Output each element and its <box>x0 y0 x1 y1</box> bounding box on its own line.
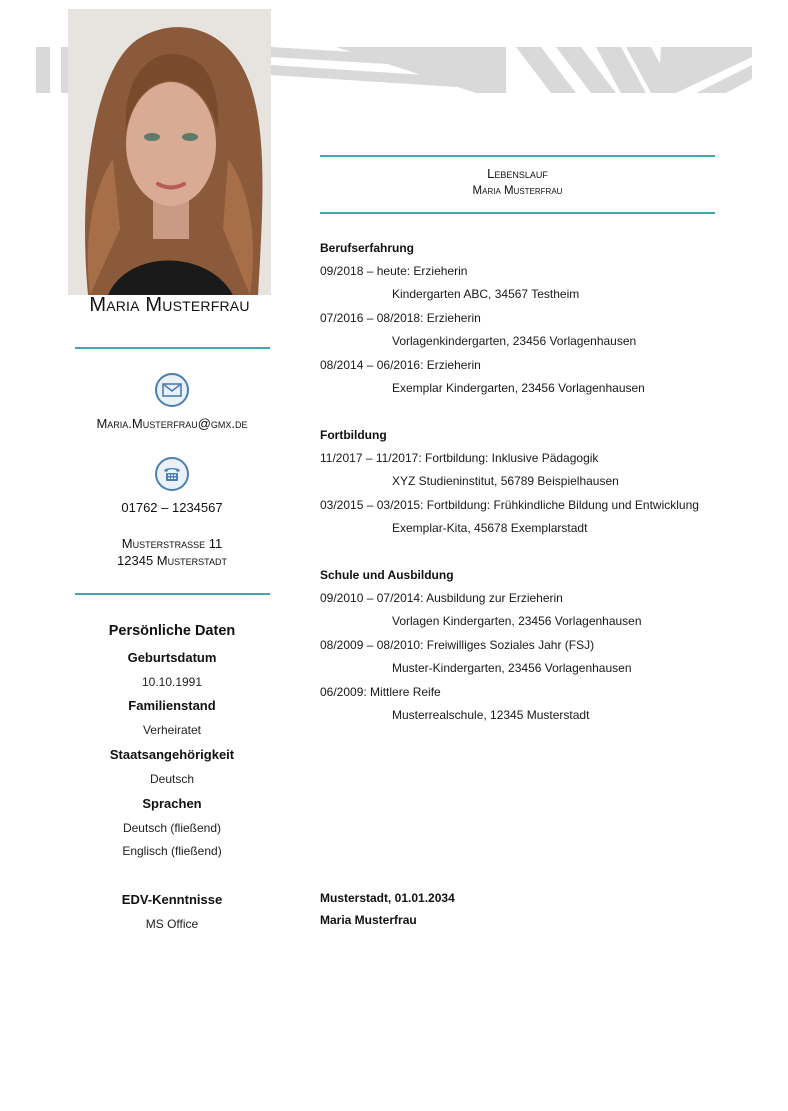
entry-line: 06/2009: Mittlere Reife <box>320 685 441 699</box>
field-label: Familienstand <box>128 698 216 713</box>
document-title-block <box>320 166 715 197</box>
section-heading: Berufserfahrung <box>320 241 415 255</box>
document-title: Lebenslauf <box>487 166 548 181</box>
entry-sub: Exemplar Kindergarten, 23456 Vorlagenhausen <box>392 381 645 395</box>
entry-line: 03/2015 – 03/2015: Fortbildung: Frühkindliche Bildung und Entwicklung <box>320 498 699 512</box>
document-subtitle: Maria Musterfrau <box>472 185 563 197</box>
entry-sub: XYZ Studieninstitut, 56789 Beispielhausen <box>392 474 619 488</box>
field-label: Staatsangehörigkeit <box>109 747 235 762</box>
field-label: Geburtsdatum <box>127 650 217 665</box>
signature-name: Maria Musterfrau <box>320 913 417 927</box>
header-rule-top <box>320 155 715 157</box>
phone-text: 01762 – 1234567 <box>121 500 223 515</box>
entry-sub: Kindergarten ABC, 34567 Testheim <box>392 287 580 301</box>
section-heading: Schule und Ausbildung <box>320 568 454 582</box>
address-street: Musterstrasse 11 <box>121 536 223 551</box>
it-skills-value: MS Office <box>145 917 199 931</box>
personal-data-heading: Persönliche Daten <box>108 623 236 639</box>
telephone-icon <box>155 457 189 491</box>
entry-sub: Vorlagenkindergarten, 23456 Vorlagenhausen <box>392 334 637 348</box>
sidebar-divider <box>75 593 270 595</box>
entry-sub: Muster-Kindergarten, 23456 Vorlagenhausen <box>392 661 632 675</box>
entry-line: 07/2016 – 08/2018: Erzieherin <box>320 311 481 325</box>
entry-line: 08/2009 – 08/2010: Freiwilliges Soziales Jahr (FSJ) <box>320 638 595 652</box>
entry-sub: Exemplar-Kita, 45678 Exemplarstadt <box>392 521 588 535</box>
envelope-icon <box>155 373 189 407</box>
field-value: 10.10.1991 <box>141 675 203 689</box>
field-value: Deutsch <box>149 772 195 786</box>
address-city: 12345 Musterstadt <box>117 553 227 568</box>
profile-photo <box>68 9 271 295</box>
signature-place-date: Musterstadt, 01.01.2034 <box>320 891 455 905</box>
sidebar-name: Maria Musterfrau <box>89 294 250 316</box>
field-value: Deutsch (fließend) <box>122 821 222 835</box>
field-value: Englisch (fließend) <box>122 844 222 858</box>
entry-line: 09/2018 – heute: Erzieherin <box>320 264 468 278</box>
it-skills-heading: EDV-Kenntnisse <box>121 892 223 907</box>
field-value: Verheiratet <box>142 723 202 737</box>
entry-sub: Musterrealschule, 12345 Musterstadt <box>392 708 590 722</box>
entry-line: 11/2017 – 11/2017: Fortbildung: Inklusive Pädagogik <box>320 451 599 465</box>
email-text: Maria.Musterfrau@gmx.de <box>96 416 248 431</box>
header-rule-bottom <box>320 212 715 214</box>
entry-sub: Vorlagen Kindergarten, 23456 Vorlagenhausen <box>392 614 642 628</box>
sidebar-divider <box>75 347 270 349</box>
field-label: Sprachen <box>142 796 202 811</box>
entry-line: 08/2014 – 06/2016: Erzieherin <box>320 358 481 372</box>
section-heading: Fortbildung <box>320 428 387 442</box>
entry-line: 09/2010 – 07/2014: Ausbildung zur Erzieherin <box>320 591 563 605</box>
